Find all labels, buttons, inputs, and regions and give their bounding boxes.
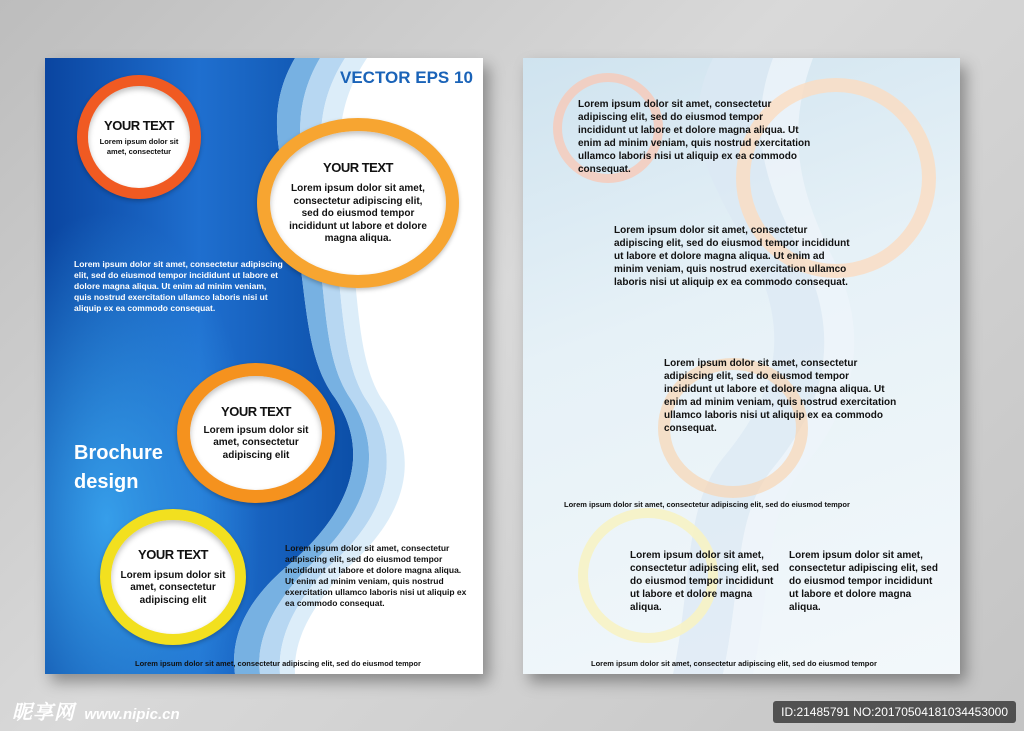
vector-eps-badge: VECTOR EPS 10: [340, 68, 473, 87]
red-circle: [77, 75, 201, 199]
brochure-right-page: [523, 58, 960, 674]
brochure-left-page: [45, 58, 483, 674]
blue-paragraph: Lorem ipsum dolor sit amet, consectetur adipiscing elit, sed do eiusmod tempor incididunt ut labore et dolore magna aliqua. Ut enim ad minim veniam, quis nostrud exercitation ullamco laboris nisi ut aliquip ex ea commodo consequat.: [74, 259, 283, 314]
yellow-circle: [100, 509, 246, 645]
right-mid-line: Lorem ipsum dolor sit amet, consectetur adipiscing elit, sed do eiusmod tempor: [564, 500, 850, 509]
right-paragraph-1: Lorem ipsum dolor sit amet, consectetur adipiscing elit, sed do eiusmod tempor incididunt ut labore et dolore magna aliqua. Ut enim ad minim veniam, quis nostrud exercitation ullamco laboris nisi ut aliquip ex ea commodo consequat.: [578, 99, 811, 175]
brochure-heading: [74, 439, 163, 497]
brochure-heading-line1: Brochure: [74, 442, 163, 464]
watermark: [12, 696, 180, 725]
orange-top-title: YOUR TEXT: [323, 160, 393, 176]
right-column-left: Lorem ipsum dolor sit amet, consectetur adipiscing elit, sed do eiusmod tempor incididunt ut labore et dolore magna aliqua.: [630, 550, 779, 613]
right-paragraph-3: Lorem ipsum dolor sit amet, consectetur adipiscing elit, sed do eiusmod tempor incididunt ut labore et dolore magna aliqua. Ut enim ad minim veniam, quis nostrud exercitation ullamco laboris nisi ut aliquip ex ea commodo consequat.: [664, 358, 897, 434]
yellow-circle-text: Lorem ipsum dolor sit amet, consectetur adipiscing elit: [120, 569, 226, 606]
yellow-circle-title: YOUR TEXT: [138, 546, 208, 562]
orange-circle-top: [257, 118, 459, 288]
right-column-right: Lorem ipsum dolor sit amet, consectetur adipiscing elit, sed do eiusmod tempor incididunt ut labore et dolore magna aliqua.: [789, 550, 938, 613]
orange-mid-text: Lorem ipsum dolor sit amet, consectetur adipiscing elit: [203, 424, 309, 461]
orange-circle-mid: [177, 363, 335, 503]
watermark-logo: 昵享网: [12, 702, 75, 724]
orange-top-text: Lorem ipsum dolor sit amet, consectetur adipiscing elit, sed do eiusmod tempor incididunt ut labore et dolore magna aliqua.: [289, 183, 427, 245]
bottom-paragraph: Lorem ipsum dolor sit amet, consectetur adipiscing elit, sed do eiusmod tempor incididunt ut labore et dolore magna aliqua. Ut enim ad minim veniam, quis nostrud exercitation ullamco laboris nisi ut aliquip ex ea commodo consequat.: [285, 543, 467, 609]
red-circle-title: YOUR TEXT: [104, 118, 174, 134]
brochure-heading-line2: design: [74, 471, 139, 493]
right-footer-line: Lorem ipsum dolor sit amet, consectetur adipiscing elit, sed do eiusmod tempor: [591, 659, 877, 668]
watermark-url: www.nipic.cn: [84, 706, 180, 723]
orange-mid-title: YOUR TEXT: [221, 403, 291, 419]
right-paragraph-2: Lorem ipsum dolor sit amet, consectetur adipiscing elit, sed do eiusmod tempor incididunt ut labore et dolore magna aliqua. Ut enim ad minim veniam, quis nostrud exercitation ullamco laboris nisi ut aliquip ex ea commodo consequat.: [614, 225, 850, 288]
red-circle-text: Lorem ipsum dolor sit amet, consectetur: [99, 137, 179, 156]
image-id-label: ID:21485791 NO:20170504181034453000: [773, 701, 1016, 723]
left-footer-line: Lorem ipsum dolor sit amet, consectetur adipiscing elit, sed do eiusmod tempor: [135, 659, 421, 668]
